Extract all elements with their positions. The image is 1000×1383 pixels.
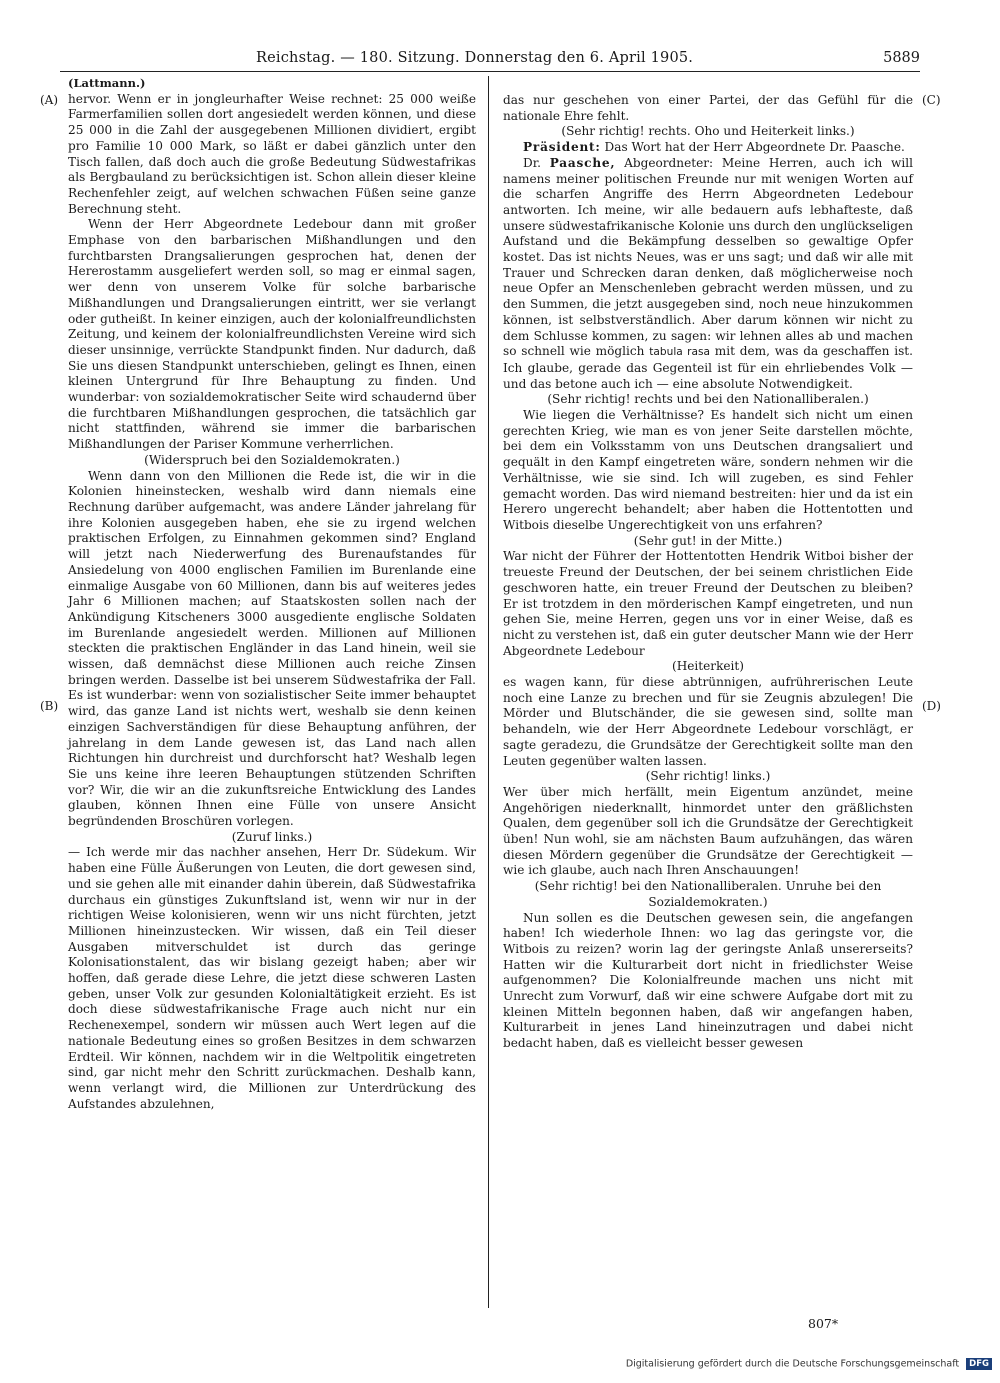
interjection: (Sehr gut! in der Mitte.) bbox=[633, 533, 783, 548]
paragraph bbox=[503, 140, 913, 156]
signature-mark: 807* bbox=[808, 1316, 839, 1331]
speaker-name: Präsident: bbox=[523, 140, 601, 155]
interjection: (Sehr richtig! rechts und bei den Nationalliberalen.) bbox=[547, 392, 869, 407]
interjection: (Zuruf links.) bbox=[231, 829, 313, 844]
paragraph: War nicht der Führer der Hottentotten Hendrik Witboi bisher der treueste Freund der Deutschen, der bei seinem christlichen Eide geschworen hatte, ein treuer Freund der Deutschen zu bleiben? Er ist trotzdem in den mörderischen Kampf eingetreten, und nun gehen Sie, meine Herren, gegen uns vor in einer Weise, daß es nicht zu verstehen ist, daß ein guter deutscher Mann wie der Herr Abgeordnete Ledebour bbox=[503, 549, 913, 658]
interjection: (Widerspruch bei den Sozialdemokraten.) bbox=[144, 452, 400, 467]
speaker-heading: (Lattmann.) bbox=[68, 76, 146, 90]
paragraph bbox=[503, 156, 913, 393]
paragraph-text: Abgeordneter: Meine Herren, auch ich will namens meiner politischen Freunde nur mit wenigen Worten auf die scharfen Angriffe des Herrn Abgeordneten Ledebour antworten. Ich meine, wir alle bedauern aufs lebhafteste, daß unsere südwestafrikanische Kolonie uns durch den unglückseligen Aufstand und die Bekämpfung desselben so gewaltige Opfer kostet. Das ist nichts Neues, was er uns sagt; und daß wir alle mit Trauer und Schrecken daran denken, daß möglicherweise noch neue Opfer an Menschenleben gebracht werden müssen, und zu den Summen, die jetzt ausgegeben sind, noch neue hinzukommen können, ist selbstverständlich. Aber darum können wir nicht zu dem Schlusse kommen, zu sagen: wir lehnen alles ab und machen so schnell wie möglich bbox=[503, 155, 913, 359]
paragraph: Wer über mich herfällt, mein Eigentum anzündet, meine Angehörigen niederknallt, hinmordet unter den gräßlichsten Qualen, dem gegenüber soll ich die Grundsätze der Gerechtigkeit üben! Nun wohl, sie am nächsten Baum aufzuhängen, das wären diesen Mördern gegenüber die Grundsätze der Gerechtigkeit — wie ich glaube, auch nach Ihren Anschauungen! bbox=[503, 784, 913, 878]
speaker-name: Paasche, bbox=[549, 155, 616, 170]
paragraph: — Ich werde mir das nachher ansehen, Herr Dr. Südekum. Wir haben eine Fülle Äußerungen von Leuten, die dort gewesen sind, und sie gehen alle mit einander dahin überein, daß Südwestafrika durchaus ein günstiges Zukunftsland ist, wenn wir nur in der richtigen Weise kolonisieren, wenn wir uns nicht fürchten, jetzt Millionen hineinzustecken. Wir wissen, daß ein Teil dieser Ausgaben mitverschuldet ist durch das geringe Kolonisationstalent, das wir bislang gezeigt haben; aber wir hoffen, daß gerade diese Lehre, die jetzt diese schweren Lasten geben, unser Volk zur gesunden Kolonialtätigkeit erzieht. Es ist doch diese südwestafrikanische Frage auch nicht nur ein Rechenexempel, sondern wir müssen auch Wert legen auf die nationale Bedeutung eines so großen Besitzes in dem schwarzen Erdteil. Wir können, nachdem wir in die Weltpolitik eingetreten sind, gar nicht mehr den Schritt zurückmachen. Deshalb kann, wenn verlangt wird, die Millionen zur Unterdrückung des Aufstandes abzulehnen, bbox=[68, 845, 476, 1111]
interjection: (Sehr richtig! bei den Nationalliberalen. Unruhe bei den Sozialdemokraten.) bbox=[534, 879, 882, 909]
dfg-logo: DFG bbox=[966, 1358, 992, 1370]
margin-mark-d: (D) bbox=[922, 699, 941, 713]
running-title: Reichstag. — 180. Sitzung. Donnerstag den 6. April 1905. bbox=[256, 50, 694, 66]
margin-mark-a: (A) bbox=[40, 93, 59, 107]
speaker-title: Dr. bbox=[523, 155, 550, 170]
right-column bbox=[503, 93, 913, 1052]
paragraph: Wenn der Herr Abgeordnete Ledebour dann mit großer Emphase von den barbarischen Mißhandlungen und den furchtbarsten Drangsalierungen gesprochen hat, denen der Hererostamm ausgeliefert werden soll, so mag er einmal sagen, wer denn von unserem Volke für solche barbarische Mißhandlungen und Drangsalierungen eintritt, wer sie verlangt oder gutheißt. In keiner einzigen, auch der kolonialfreundlichsten Zeitung, und keinem der kolonialfreundlichsten Vereine wird sich dieser unsinnige, verrückte Standpunkt finden. Nur dadurch, daß Sie uns diesen Standpunkt unterschieben, gelingt es Ihnen, einen kleinen Untergrund für Ihre Behauptung zu finden. Und wunderbar: von sozialdemokratischer Seite wird schaudernd über die furchtbaren Mißhandlungen gesprochen, die tatsächlich gar nicht stattfinden, während sie immer die barbarischen Mißhandlungen der Pariser Kommune verherrlichen. bbox=[68, 217, 476, 452]
interjection: (Heiterkeit) bbox=[671, 659, 745, 674]
header-rule bbox=[60, 71, 920, 72]
paragraph-text: mit dem, was da geschaffen ist. Ich glaube, gerade das Gegenteil ist für ein ehrliebendes Volk — und das betone auch ich — eine absolute Notwendigkeit. bbox=[503, 344, 914, 391]
page-number: 5889 bbox=[883, 50, 920, 66]
paragraph: Nun sollen es die Deutschen gewesen sein, die angefangen haben! Ich wiederhole Ihnen: wo lag das geringste vor, die Witbois zu reizen? worin lag der geringste Anlaß unsererseits? Hatten wir die Kulturarbeit dort nicht in friedlichster Weise aufgenommen? Die Kolonialfreunde machen uns nicht mit Unrecht zum Vorwurf, daß wir eine schwere Aufgabe dort mit zu kleinen Mitteln begonnen haben, daß wir angefangen haben, Kulturarbeit in jenes Land hineinzutragen und dabei nicht bedacht haben, daß es vielleicht besser gewesen bbox=[503, 910, 913, 1051]
margin-mark-b: (B) bbox=[40, 699, 59, 713]
margin-mark-c: (C) bbox=[922, 93, 941, 107]
paragraph: es wagen kann, für diese abtrünnigen, aufrührerischen Leute noch eine Lanze zu brechen und für sie Zeugnis abzulegen! Die Mörder und Blutschänder, die sie gewesen sind, sollte man behandeln, wie der Herr Abgeordnete Ledebour vorschlägt, er sagte geradezu, die Grundsätze der Gerechtigkeit sollte man den Leuten gegenüber walten lassen. bbox=[503, 675, 913, 768]
paragraph: hervor. Wenn er in jongleurhafter Weise rechnet: 25 000 weiße Farmerfamilien sollen dort angesiedelt werden können, und diese 25 000 in die Zahl der ausgegebenen Millionen dividiert, ergibt pro Familie 10 000 Mark, so läßt er dabei gänzlich unter den Tisch fallen, daß doch auch die große Bedeutung Südwestafrikas als Bergbauland zu berücksichtigen ist. Schon allein dieser kleine Rechenfehler zeigt, auf welchen schwachen Füßen seine ganze Berechnung steht. bbox=[68, 91, 476, 216]
paragraph: Wenn dann von den Millionen die Rede ist, die wir in die Kolonien hineinstecken, weshalb wird dann niemals eine Rechnung darüber aufgemacht, was andere Länder jahrelang für ihre Kolonien ausgegeben haben, ehe sie zu irgend welchen praktischen Erfolgen, zu Einnahmen gekommen sind? England will jetzt nach Niederwerfung des Burenaufstandes für Ansiedelung von 4000 englischen Familien im Burenlande eine einmalige Ausgabe von 60 Millionen, dann bis auf weiteres jedes Jahr 6 Millionen machen; auf Staatskosten sollen nach der Ankündigung Kitscheners 3000 ausgediente englische Soldaten im Burenlande angesiedelt werden. Millionen auf Millionen steckten die praktischen Engländer in das Land hinein, weil sie wissen, daß demnächst diese Millionen auch reiche Zinsen bringen werden. Dasselbe ist bei unserem Südwestafrika der Fall. Es ist wunderbar: wenn von sozialistischer Seite immer behauptet wird, das ganze Land ist nichts wert, weshalb sie denn keinen einzigen Sachverständigen für diese Behauptung anführen, der jahrelang in dem Lande gewesen ist, das Land nach allen Richtungen hin durchreist und durchforscht hat? Weshalb legen Sie uns keine ihre leeren Behauptungen stützenden Schriften vor? Wir, die wir an die zukunftsreiche Entwicklung des Landes glauben, können Ihnen eine Fülle von unsere Ansicht begründenden Broschüren vorlegen. bbox=[68, 468, 476, 829]
interjection: (Sehr richtig! rechts. Oho und Heiterkeit links.) bbox=[561, 124, 855, 139]
left-column bbox=[68, 76, 476, 1112]
paragraph: das nur geschehen von einer Partei, der das Gefühl für die nationale Ehre fehlt. bbox=[503, 93, 913, 123]
latin-phrase: tabula rasa bbox=[649, 346, 710, 359]
page-header bbox=[60, 50, 920, 70]
footer-text: Digitalisierung gefördert durch die Deutsche Forschungsgemeinschaft bbox=[625, 1358, 960, 1370]
paragraph-text: Das Wort hat der Herr Abgeordnete Dr. Paasche. bbox=[600, 140, 905, 155]
interjection: (Sehr richtig! links.) bbox=[645, 769, 771, 784]
column-divider bbox=[488, 76, 489, 1308]
footer bbox=[626, 1358, 992, 1370]
paragraph: Wie liegen die Verhältnisse? Es handelt sich nicht um einen gerechten Krieg, wie man es von jener Seite darstellen möchte, bei dem ein Volksstamm von uns Deutschen drangsaliert und gequält in den Kampf eingetreten wäre, sondern nehmen wir die Verhältnisse, wie sie sind. Ich will zugeben, es sind Fehler gemacht worden. Das wird niemand bestreiten: hier und da ist ein Herero ungerecht behandelt; aber haben die Hottentotten und Witbois dieselbe Ungerechtigkeit von uns erfahren? bbox=[503, 408, 913, 532]
